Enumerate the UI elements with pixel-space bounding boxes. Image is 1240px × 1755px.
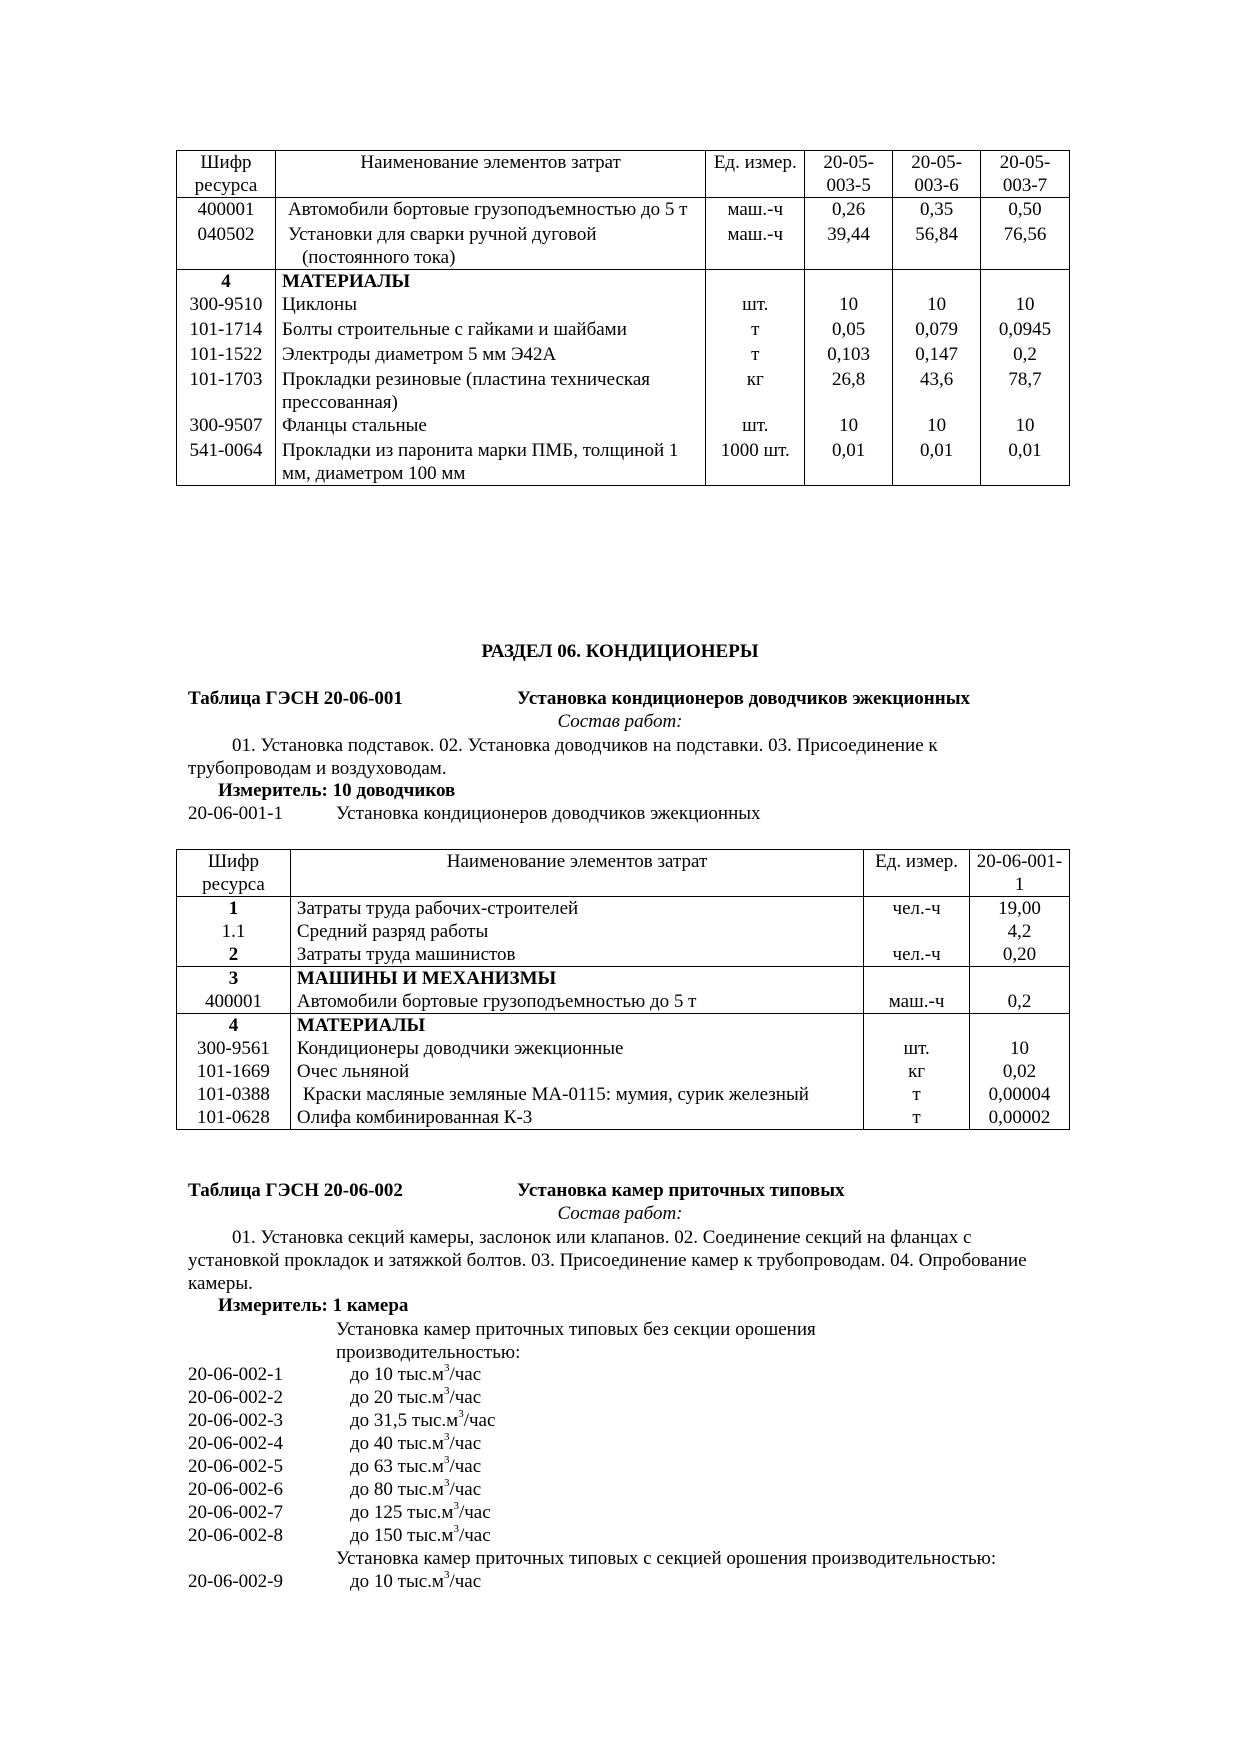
table-row — [177, 368, 1070, 414]
table-section-row — [177, 270, 1070, 294]
meter: Измеритель: 10 доводчиков — [218, 780, 456, 801]
row-unit: т — [706, 343, 805, 368]
row-name: Олифа комбинированная К-3 — [290, 1106, 863, 1130]
table-row — [177, 293, 1070, 318]
group-title: Установка камер приточных типовых без секции орошения производительностью: — [336, 1319, 816, 1363]
row-unit: т — [864, 1106, 970, 1130]
row-code: 1 — [177, 897, 291, 921]
row-value: 10 — [893, 293, 981, 318]
meter: Измеритель: 1 камера — [218, 1295, 409, 1316]
row-unit: кг — [864, 1060, 970, 1083]
row-name: Краски масляные земляные МА-0115: мумия, сурик железный — [290, 1083, 863, 1106]
header-name: Наименование элементов затрат — [290, 850, 863, 897]
norm-code: 20-06-002-2 — [188, 1387, 283, 1408]
row-code: 101-1703 — [177, 368, 276, 414]
table-row — [177, 1106, 1070, 1130]
row-value: 0,2 — [981, 343, 1070, 368]
norm-code: 20-06-002-5 — [188, 1456, 283, 1477]
table-label: Таблица ГЭСН 20-06-002 — [188, 1180, 403, 1201]
group-title: Установка камер приточных типовых с секцией орошения производительностью: — [336, 1548, 997, 1569]
header-col-3: 20-05-003-7 — [981, 151, 1070, 198]
norm-code: 20-06-002-6 — [188, 1479, 283, 1500]
row-name: Затраты труда рабочих-строителей — [290, 897, 863, 921]
norm-capacity: до 31,5 $тыс.м^3$/час — [350, 1408, 496, 1431]
table-row — [177, 1083, 1070, 1106]
row-value: 0,35 — [893, 198, 981, 222]
row-name: Электроды диаметром 5 мм Э42А — [275, 343, 705, 368]
row-value: 10 — [805, 414, 893, 439]
table-label: Таблица ГЭСН 20-06-001 — [188, 688, 403, 709]
row-value: 0,05 — [805, 318, 893, 343]
section-code: 3 — [177, 967, 291, 991]
row-value: 0,103 — [805, 343, 893, 368]
row-value: 0,50 — [981, 198, 1070, 222]
row-value: 78,7 — [981, 368, 1070, 414]
row-unit: т — [706, 318, 805, 343]
row-code: 101-1522 — [177, 343, 276, 368]
row-value: 0,00004 — [970, 1083, 1070, 1106]
row-value: 43,6 — [893, 368, 981, 414]
row-value: 0,147 — [893, 343, 981, 368]
norm-code: 20-06-002-4 — [188, 1433, 283, 1454]
norm-capacity: до 10 $тыс.м^3$/час — [350, 1362, 482, 1385]
section-title: РАЗДЕЛ 06. КОНДИЦИОНЕРЫ — [481, 641, 759, 662]
row-value: 0,01 — [893, 439, 981, 486]
table-row — [177, 439, 1070, 486]
row-value: 19,00 — [970, 897, 1070, 921]
row-unit: чел.-ч — [864, 943, 970, 967]
table-section-row — [177, 1014, 1070, 1038]
table-row — [177, 318, 1070, 343]
row-name: Циклоны — [275, 293, 705, 318]
row-unit: маш.-ч — [706, 221, 805, 270]
row-code: 101-1714 — [177, 318, 276, 343]
row-unit — [864, 920, 970, 943]
row-value: 0,0945 — [981, 318, 1070, 343]
table-row — [177, 343, 1070, 368]
row-name: Автомобили бортовые грузоподъемностью до 5 т — [275, 198, 705, 222]
row-code: 101-0628 — [177, 1106, 291, 1130]
norm-code: 20-06-002-7 — [188, 1502, 283, 1523]
row-name: Кондиционеры доводчики эжекционные — [290, 1037, 863, 1060]
row-value: 39,44 — [805, 221, 893, 270]
norm-code: 20-06-002-8 — [188, 1525, 283, 1546]
row-code: 300-9510 — [177, 293, 276, 318]
row-value: 0,01 — [805, 439, 893, 486]
table-section-row — [177, 967, 1070, 991]
row-name: Средний разряд работы — [290, 920, 863, 943]
row-value: 0,00002 — [970, 1106, 1070, 1130]
section-name: МАШИНЫ И МЕХАНИЗМЫ — [290, 967, 863, 991]
norm-description: Установка кондиционеров доводчиков эжекционных — [336, 803, 761, 824]
composition-text: 01. Установка секций камеры, заслонок или клапанов. 02. Соединение секций на фланцах с установкой прокладок и затяжкой болтов. 03. Присоединение камер к трубопроводам. 04. Опробование камеры. — [188, 1227, 1027, 1294]
row-value: 0,01 — [981, 439, 1070, 486]
norm-code: 20-06-002-3 — [188, 1410, 283, 1431]
row-value: 0,20 — [970, 943, 1070, 967]
row-code: 040502 — [177, 221, 276, 270]
row-name: Затраты труда машинистов — [290, 943, 863, 967]
row-value: 10 — [970, 1037, 1070, 1060]
resource-table-20-06-001 — [176, 849, 1070, 1130]
row-name: Болты строительные с гайками и шайбами — [275, 318, 705, 343]
table-row — [177, 1037, 1070, 1060]
header-code: Шифр ресурса — [177, 850, 291, 897]
row-value: 56,84 — [893, 221, 981, 270]
row-unit: чел.-ч — [864, 897, 970, 921]
header-code: Шифр ресурса — [177, 151, 276, 198]
header-unit: Ед. измер. — [864, 850, 970, 897]
row-value: 26,8 — [805, 368, 893, 414]
row-value: 10 — [805, 293, 893, 318]
row-code: 2 — [177, 943, 291, 967]
row-value: 10 — [981, 414, 1070, 439]
row-code: 101-1669 — [177, 1060, 291, 1083]
row-name: Установки для сварки ручной дуговой (постоянного тока) — [275, 221, 705, 270]
row-code: 1.1 — [177, 920, 291, 943]
table-row — [177, 1060, 1070, 1083]
row-unit: шт. — [706, 414, 805, 439]
row-code: 400001 — [177, 990, 291, 1014]
row-name: Автомобили бортовые грузоподъемностью до 5 т — [290, 990, 863, 1014]
norm-code: 20-06-002-1 — [188, 1364, 283, 1385]
norm-code: 20-06-002-9 — [188, 1571, 283, 1592]
table-title: Установка камер приточных типовых — [517, 1180, 845, 1201]
row-unit: кг — [706, 368, 805, 414]
header-col-1: 20-05-003-5 — [805, 151, 893, 198]
norm-capacity: до 10 $тыс.м^3$/час — [350, 1569, 482, 1592]
section-name: МАТЕРИАЛЫ — [290, 1014, 863, 1038]
row-value: 10 — [981, 293, 1070, 318]
table-row — [177, 897, 1070, 921]
row-code: 300-9561 — [177, 1037, 291, 1060]
row-unit: т — [864, 1083, 970, 1106]
row-code: 400001 — [177, 198, 276, 222]
table-row — [177, 943, 1070, 967]
row-code: 300-9507 — [177, 414, 276, 439]
norm-capacity: до 63 $тыс.м^3$/час — [350, 1454, 482, 1477]
row-value: 0,26 — [805, 198, 893, 222]
norm-capacity: до 150 $тыс.м^3$/час — [350, 1523, 491, 1546]
header-unit: Ед. измер. — [706, 151, 805, 198]
row-name: Фланцы стальные — [275, 414, 705, 439]
row-unit: 1000 шт. — [706, 439, 805, 486]
table-title: Установка кондиционеров доводчиков эжекционных — [517, 688, 971, 709]
resource-table-20-05-003 — [176, 150, 1070, 486]
section-name: МАТЕРИАЛЫ — [275, 270, 705, 294]
composition-text: 01. Установка подставок. 02. Установка доводчиков на подставки. 03. Присоединение к трубопроводам и воздуховодам. — [188, 735, 938, 779]
norm-code: 20-06-001-1 — [188, 803, 283, 824]
header-col-2: 20-05-003-6 — [893, 151, 981, 198]
composition-label: Состав работ: — [557, 711, 683, 732]
row-value: 0,02 — [970, 1060, 1070, 1083]
row-value: 0,079 — [893, 318, 981, 343]
row-name: Прокладки резиновые (пластина техническая прессованная) — [275, 368, 705, 414]
row-unit: шт. — [706, 293, 805, 318]
norm-capacity: до 80 $тыс.м^3$/час — [350, 1477, 482, 1500]
header-col-1: 20-06-001-1 — [970, 850, 1070, 897]
table-header-row — [177, 151, 1070, 198]
row-unit: шт. — [864, 1037, 970, 1060]
row-unit: маш.-ч — [864, 990, 970, 1014]
row-value: 10 — [893, 414, 981, 439]
norm-capacity: до 20 $тыс.м^3$/час — [350, 1385, 482, 1408]
row-code: 541-0064 — [177, 439, 276, 486]
row-code: 101-0388 — [177, 1083, 291, 1106]
row-value: 0,2 — [970, 990, 1070, 1014]
row-unit: маш.-ч — [706, 198, 805, 222]
section-code: 4 — [177, 270, 276, 294]
table-row — [177, 198, 1070, 222]
table-row — [177, 920, 1070, 943]
section-code: 4 — [177, 1014, 291, 1038]
table-row — [177, 221, 1070, 270]
row-value: 76,56 — [981, 221, 1070, 270]
composition-label: Состав работ: — [557, 1203, 683, 1224]
norm-capacity: до 40 $тыс.м^3$/час — [350, 1431, 482, 1454]
row-value: 4,2 — [970, 920, 1070, 943]
row-name: Очес льняной — [290, 1060, 863, 1083]
row-name: Прокладки из паронита марки ПМБ, толщиной 1 мм, диаметром 100 мм — [275, 439, 705, 486]
table-row — [177, 990, 1070, 1014]
table-header-row — [177, 850, 1070, 897]
header-name: Наименование элементов затрат — [275, 151, 705, 198]
table-row — [177, 414, 1070, 439]
norm-capacity: до 125 $тыс.м^3$/час — [350, 1500, 491, 1523]
